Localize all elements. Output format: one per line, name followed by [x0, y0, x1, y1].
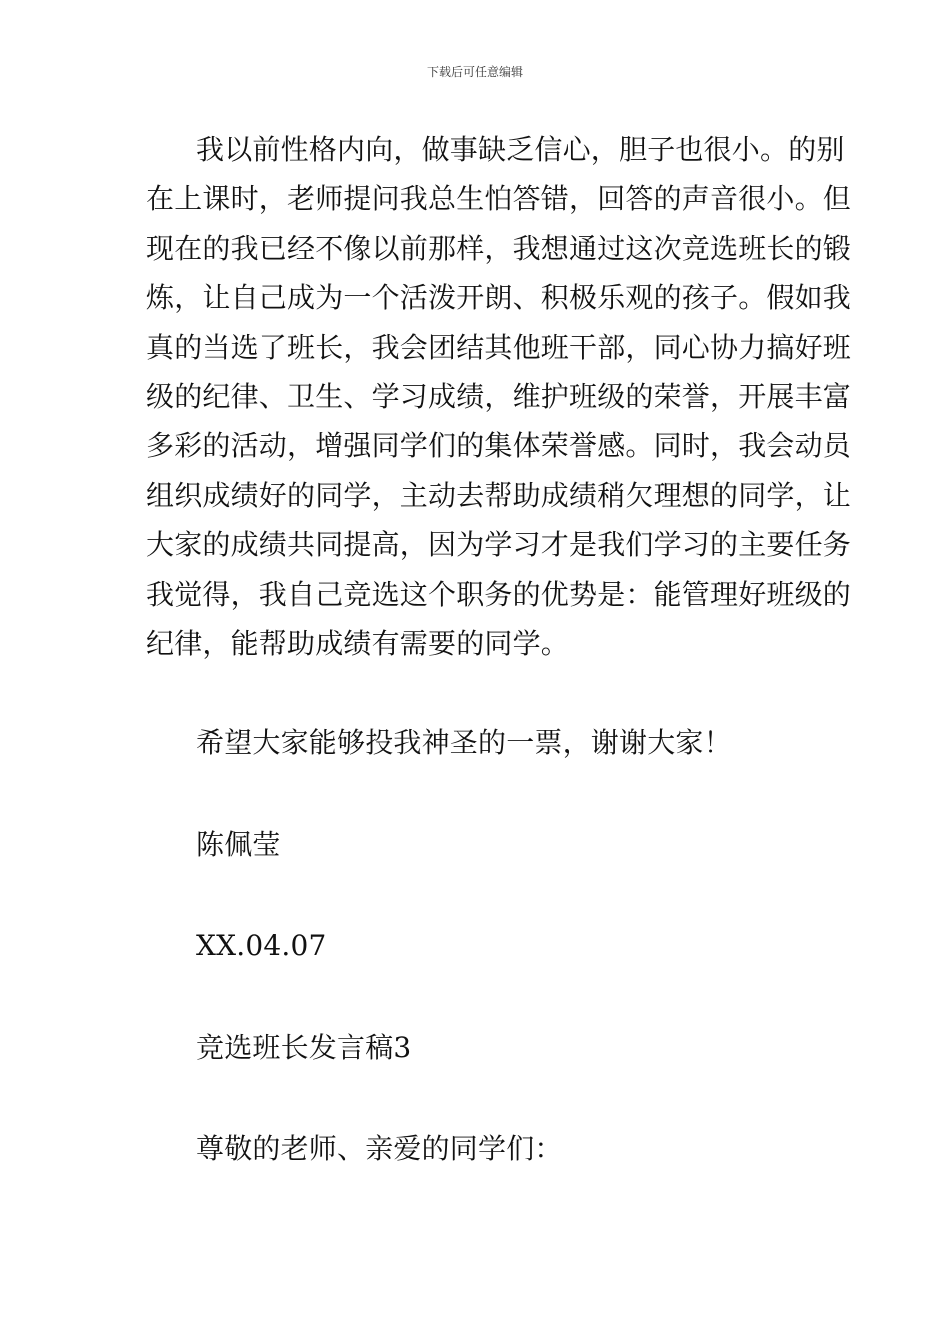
paragraph-line: 组织成绩好的同学，主动去帮助成绩稍欠理想的同学，让 — [146, 479, 852, 512]
next-speech-title: 竞选班长发言稿3 — [196, 1031, 412, 1064]
paragraph-line: 现在的我已经不像以前那样，我想通过这次竞选班长的锻 — [146, 232, 852, 265]
paragraph-line: 纪律，能帮助成绩有需要的同学。 — [146, 627, 570, 660]
closing-line: 希望大家能够投我神圣的一票，谢谢大家！ — [196, 726, 732, 759]
signature-name: 陈佩莹 — [196, 828, 281, 861]
paragraph-line: 我觉得，我自己竞选这个职务的优势是：能管理好班级的 — [146, 578, 852, 611]
salutation: 尊敬的老师、亲爱的同学们： — [196, 1132, 563, 1165]
paragraph-line: 级的纪律、卫生、学习成绩，维护班级的荣誉，开展丰富 — [146, 380, 852, 413]
paragraph-line: 多彩的活动，增强同学们的集体荣誉感。同时，我会动员 — [146, 429, 852, 462]
paragraph-line: 大家的成绩共同提高，因为学习才是我们学习的主要任务 — [146, 528, 852, 561]
page-header: 下载后可任意编辑 — [426, 65, 523, 79]
paragraph-line: 真的当选了班长，我会团结其他班干部，同心协力搞好班 — [146, 331, 852, 364]
paragraph-line: 在上课时，老师提问我总生怕答错，回答的声音很小。但 — [146, 182, 852, 215]
signature-date: XX.04.07 — [196, 929, 327, 962]
paragraph-line: 炼，让自己成为一个活泼开朗、积极乐观的孩子。假如我 — [146, 281, 852, 314]
paragraph-line: 我以前性格内向，做事缺乏信心，胆子也很小。的别 — [196, 133, 845, 166]
